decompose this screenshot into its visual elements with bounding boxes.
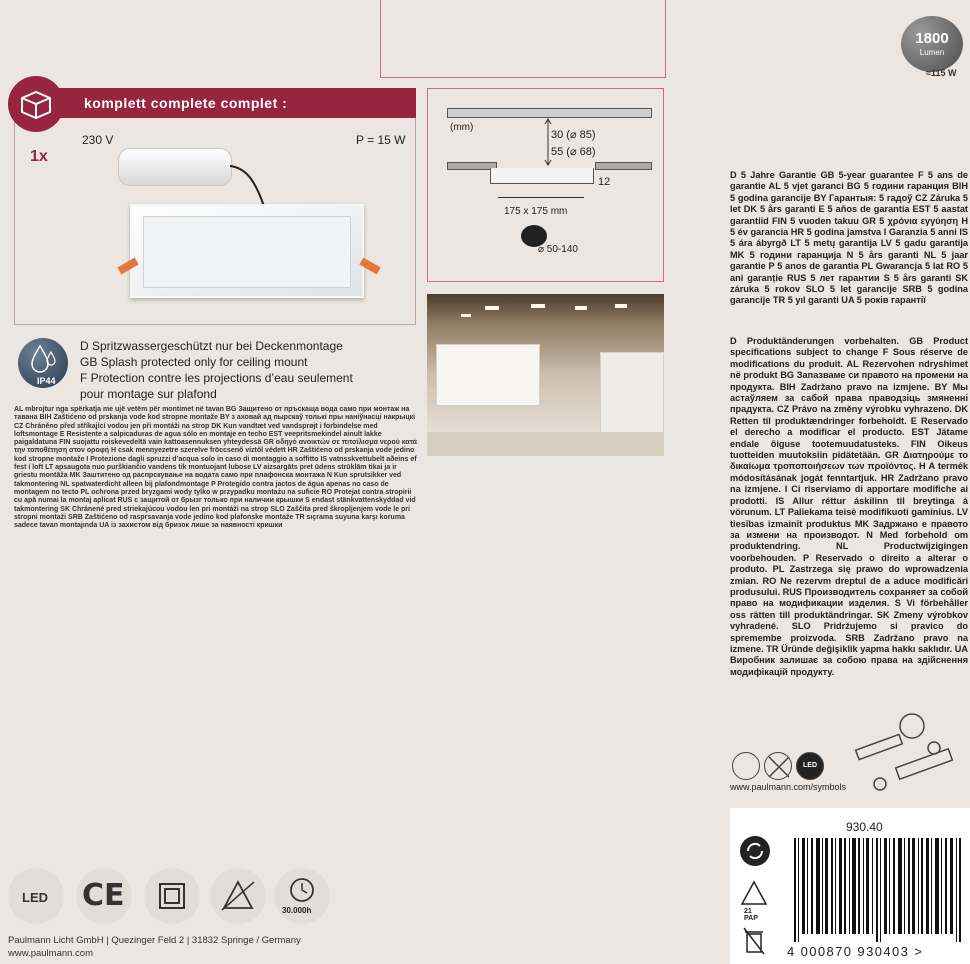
no-dimmer-icon: [764, 752, 792, 780]
barcode: [794, 838, 962, 942]
depth-1: 30 (⌀ 85): [551, 129, 596, 141]
panel-surface: [143, 216, 351, 288]
ce-mark-label: CE: [82, 878, 125, 913]
electrician-installation-icon: [852, 712, 964, 792]
ip-line-gb: GB Splash protected only for ceiling mount: [80, 355, 308, 369]
quantity: 1x: [30, 148, 48, 165]
company-web[interactable]: www.paulmann.com: [8, 948, 94, 959]
top-frame: [380, 0, 666, 78]
ean-number: 4 000870 930403 >: [787, 944, 924, 959]
lifetime-label: 30.000h: [282, 906, 312, 915]
not-dimmable-icon: [210, 868, 266, 924]
warranty-text: D 5 Jahre Garantie GB 5-year guarantee F 5 ans de garantie AL 5 vjet garanci BG 5 години гаранция BIH 5 godina garancije BY Гарантыя: 5 гадоў CZ Záruka 5 let DK 5 års garanti E 5 años de garantía EST 5 aastat garantiid FIN 5 vuoden takuu GR 5 χρόνια εγγύηση H 5 év garancia HR 5 godina jamstva I Garanzia 5 anni IS 5 ára ábyrgð LT 5 metų garantija LV 5 gadu garantija MK 5 години гаранција N 5 års garanti NL 5 jaar garantie P 5 anos de garantia PL Gwarancja 5 lat RO 5 ani garanție RUS 5 лет гарантии S 5 års garanti SK záruka 5 rokov SLO 5 let garancije SRB 5 godina garancije TR 5 yıl garanti UA 5 років гарантії: [730, 170, 968, 306]
cutout-label: 175 x 175 mm: [504, 206, 568, 217]
lamp-profile: [490, 168, 594, 184]
waste-bin-icon: [742, 926, 766, 956]
paper-recycling-label: 21 PAP: [744, 908, 758, 922]
photo-counter: [427, 432, 664, 456]
complete-banner: komplett complete complet :: [58, 88, 416, 118]
led-symbol-icon: [796, 752, 824, 780]
protection-class-2-icon: [144, 868, 200, 924]
ip-line-fr: F Protection contre les projections d’eau seulement: [80, 371, 353, 385]
ceiling-thickness: ⌀ 50-140: [538, 244, 578, 255]
box-icon: [8, 76, 64, 132]
led-symbol-label: LED: [803, 762, 817, 769]
recycling-icon: [740, 836, 770, 866]
voltage-label: 230 V: [82, 133, 114, 147]
paper-recycling-icon: [740, 880, 768, 906]
ceiling-right: [595, 162, 652, 170]
power-label: P = 15 W: [356, 133, 406, 147]
lifetime-icon: [274, 868, 330, 924]
article-number: 930.40: [846, 820, 883, 834]
lumen-badge: [901, 16, 963, 72]
cutout-line: [498, 197, 584, 198]
lumen-equivalent: ≈115 W: [926, 68, 957, 78]
photo-ceiling-lights: [427, 294, 664, 334]
led-cert-label: LED: [22, 890, 48, 905]
height-label: 12: [598, 176, 611, 188]
splash-translations: AL mbrojtur nga spërkatja me ujë vetëm për montimet në tavan BG Защитено от пръскаща вода само при монтаж на тавана BIH Zaštićeno od prskanja vode kod stropne montaže BY з аховай ад пырскаў толькі пры наніўнасці накрыцкі CZ Chráněno před stříkající vodou jen při montáži na strop DK Kun vandtæt ved vandsprøjt i forbindelse med loftsmontage E Resistente a salpicaduras de agua sólo en montaje en techo EST veepritsmekindel ainult lakke paigaldatuna FIN suojattu roiskevedeltä vain kattoasennuksen yhteydessä GR οδηγό ανοικτών σε πιτσίλισμα νερού κατά την τοποθέτηση στον οροφή H csak mennyezetre szerelve fröccsenő víztől védett HR Zaštićeno od prskanja vode jedino kod stropne montaže I Protezione dagli spruzzi d’acqua solo in caso di montaggio a soffitto IS vatnsskvettubelt aðeins ef fest í loft LT apsaugota nuo purškiančio vandens tik montuojant lubose LV aizsargāts pret ūdens strūklām tikai ja ir griestu montāža MK Заштитено од распрскување на водата само при плафонска монтажа N Kun sprutsikker ved takmontering NL spatwaterdicht alleen bij plafondmontage P Protegido contra jactos de água apenas no caso de montagem no tecto PL ochrona przed bryzgami wody tylko w przypadku montażu na suficie RO Protejat contra stropirii cu apă numai la montaj aplicat RUS с защитой от брызг только при наличии крышки S endast stänkvattenskyddad vid takmontering SK Chránené pred striekajúcou vodou len pri montáži na strop SLO Zaščita pred škropljenjem vode le pri stropni montaži SRB Zaštićeno od rasprsavanja vode jedino kod plafonske montaže TR sıçrama suyuna karşı koruma sadece tavan montajında UA із захистом від бризок лише за наявності кришки: [14, 406, 417, 530]
dimmable-icon: [732, 752, 760, 780]
company-line: Paulmann Licht GmbH | Quezinger Feld 2 | 31832 Springe / Germany: [8, 935, 301, 946]
lumen-value: 1800: [915, 30, 949, 47]
lumen-unit: Lumen: [919, 48, 945, 57]
ceiling-line: [447, 108, 652, 118]
driver-image: [118, 148, 232, 186]
ip-line-fr-2: pour montage sur plafond: [80, 387, 217, 401]
company-address: [8, 934, 301, 960]
driver-cable: [228, 160, 268, 210]
ip-line-de: D Spritzwassergeschützt nur bei Deckenmontage: [80, 339, 343, 353]
ip44-label: IP44: [37, 376, 56, 386]
symbols-url[interactable]: www.paulmann.com/symbols: [730, 782, 847, 792]
unit-label: (mm): [450, 122, 474, 133]
depth-arrow: [540, 118, 560, 166]
depth-2: 55 (⌀ 68): [551, 146, 596, 158]
photo-cabinet-left: [436, 344, 540, 406]
changes-text: D Produktänderungen vorbehalten. GB Product specifications subject to change F Sous réserve de modifications du produit. AL Rezervohen ndryshimet në produkt BG Запазваме си правото на промени на продукта. BIH Zadržano pravo na izmjene. BY Мы астаўляем за сабой права праводзіць змяненні прадукта. CZ Právo na změny výrobku vyhrazeno. DK Retten til produktændringer forbeholdt. E Reservado el derecho a modificar el producto. EST Jätame endale õiguse tootemuudatusteks. FIN Oikeus tuotteiden muutoksiin pidätetään. GR Διατηρούμε το δικαίωμα τροποποιήσεων των προϊόντος. H A termék módosításának jogát fenntartjuk. HR Zadržano pravo na izmjene. I Ci riserviamo di apportare modifiche ai prodotti. IS Allur réttur áskilinn til breytinga á vörunum. LT Paliekama teisė modifikuoti gaminius. LV tiesības izmainīt produktus MK Задржано е правото за измени на производот. N Med forbehold om produktendring. NL Productwijzigingen voorbehouden. P Reservado o direito a alterar o produto. PL Zastrzega się prawo do wprowadzenia zmian. RO Ne rezervm dreptul de a aduce modificări produsului. RUS Производитель сохраняет за собой право на модификации изделия. S Vi förbehåller oss rätten till produktändringar. SK Zmeny výrobkov vyhradené. SLO Pridržujemo si pravico do spremembe proizvoda. SRB Zadržano pravo na izmene. TR Üründe değişiklik yapma hakkı saklıdır. UA Виробник залишає за собою права на здійснення модифікацій продукту.: [730, 336, 968, 677]
